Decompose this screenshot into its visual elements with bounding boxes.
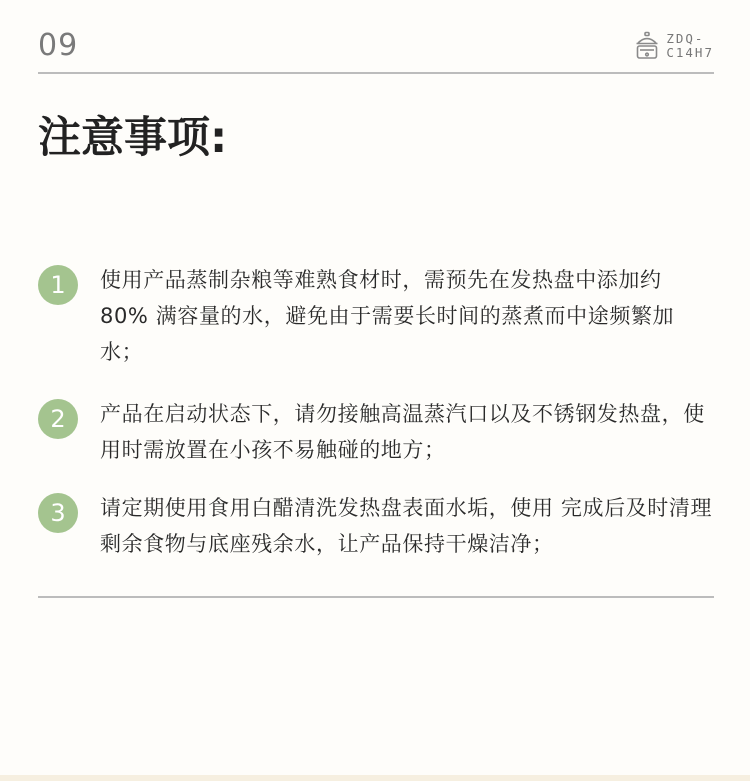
bottom-divider (38, 596, 714, 598)
model-text (666, 32, 714, 60)
page-title: 注意事项: (38, 113, 228, 163)
note-number-badge: 3 (38, 493, 78, 533)
page-header (38, 28, 714, 72)
note-text: 请定期使用食用白醋清洗发热盘表面水垢，使用 完成后及时清理剩余食物与底座残余水，让产品保持干燥洁净； (100, 496, 713, 556)
bottom-strip (0, 775, 750, 781)
model-line2: C14H7 (666, 45, 714, 60)
note-text: 使用产品蒸制杂粮等难熟食材时，需预先在发热盘中添加约 80% 满容量的水，避免由于需要长时间的蒸煮而中途频繁加水； (100, 268, 675, 364)
note-number-badge: 1 (38, 265, 78, 305)
model-label (634, 26, 714, 66)
top-divider (38, 72, 714, 74)
note-number-badge: 2 (38, 399, 78, 439)
steamer-icon (634, 31, 660, 61)
model-line1: ZDQ- (666, 31, 705, 46)
note-text: 产品在启动状态下，请勿接触高温蒸汽口以及不锈钢发热盘，使用时需放置在小孩不易触碰的地方； (100, 402, 705, 462)
page-number: 09 (38, 28, 79, 63)
